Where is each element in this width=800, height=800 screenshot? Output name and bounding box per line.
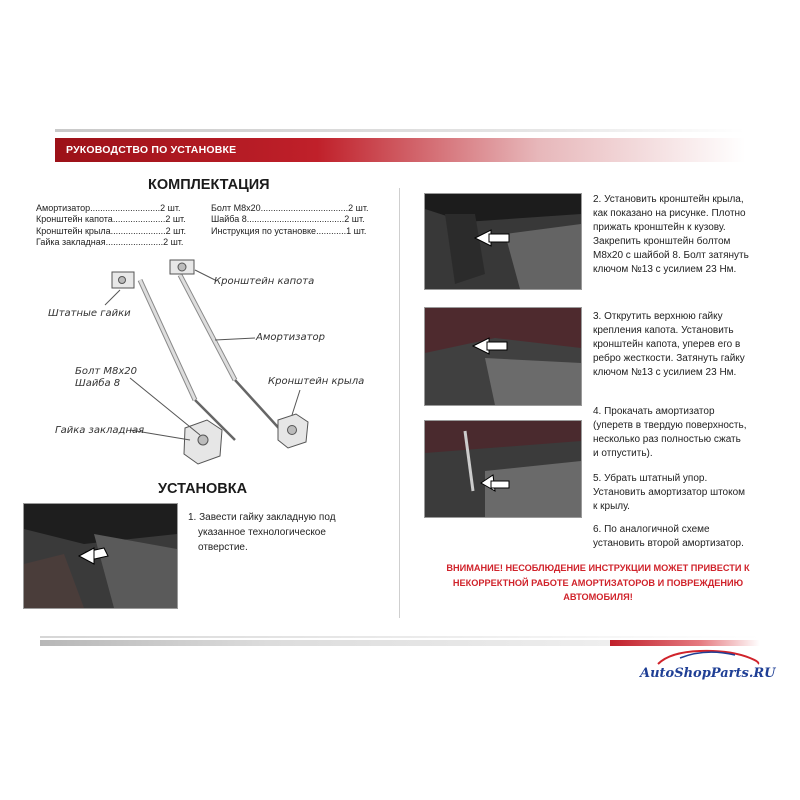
install-title: УСТАНОВКА [158,481,248,497]
step3-text [593,310,745,380]
header-top-line [55,129,745,132]
step-line: к крылу. [593,501,630,512]
warning-line: АВТОМОБИЛЯ! [563,592,633,602]
label-bolt: Болт М8х20 [75,366,138,377]
label-washer: Шайба 8 [75,378,121,389]
photo-step1 [23,503,178,609]
step-line: М8х20 с шайбой 8. Болт затянуть [593,250,749,261]
step-line: и отпустить). [593,448,653,459]
label-shock: Амортизатор [256,332,325,343]
step-line: (уперетв в твердую поверхность, [593,420,747,431]
step-line: отверстие. [198,542,248,553]
step-line: несколько раз полностью сжать [593,434,741,445]
step4-text [593,405,747,461]
kit-item: Амортизатор............................2 шт. [36,203,181,213]
watermark-car-icon [650,646,770,668]
watermark: AutoShopParts.RU [640,666,776,681]
footer-line [40,636,762,638]
step-line: 1. Завести гайку закладную под [188,512,336,523]
step2-text [593,193,749,277]
step-line: 5. Убрать штатный упор. [593,473,708,484]
step-line: Закрепить кронштейн болтом [593,236,731,247]
kit-item: Кронштейн крыла......................2 шт. [36,225,186,236]
step-line: как показано на рисунке. Плотно [593,208,746,219]
step1-text [188,510,336,555]
kit-item: Болт М8х20...................................2 шт. [211,203,369,213]
column-divider [399,188,400,618]
kit-list-left [36,203,186,248]
step-line: установить второй амортизатор. [593,538,744,549]
parts-diagram [30,250,380,480]
step-line: 4. Прокачать амортизатор [593,406,715,417]
step5-text [593,472,745,514]
label-nut: Гайка закладная [55,425,145,436]
kit-item: Гайка закладная.......................2 шт. [36,236,184,247]
kit-item: Инструкция по установке............1 шт. [211,225,367,236]
photo-step4 [424,420,582,518]
step-line: крепления капота. Установить [593,325,734,336]
kit-list-right [211,203,368,237]
step-line: прижать кронштейн к кузову. [593,222,726,233]
step6-text [593,523,744,551]
kit-item: Кронштейн капота.....................2 шт. [36,214,186,225]
label-std-nuts: Штатные гайки [48,308,131,319]
step-line: ключом №13 с усилием 23 Нм. [593,264,737,275]
label-wing-bracket: Кронштейн крыла [268,376,365,387]
label-hood-bracket: Кронштейн капота [214,276,315,287]
page-title: РУКОВОДСТВО ПО УСТАНОВКЕ [66,144,237,156]
step-line: ребро жесткости. Затянуть гайку [593,353,745,364]
kit-item: Шайба 8.......................................2 шт. [211,214,365,225]
step-line: кронштейн капота, уперев его в [593,339,741,350]
photo-step2 [424,193,582,290]
step-line: Установить амортизатор штоком [593,487,746,498]
warning-text [418,561,778,605]
warning-line: ВНИМАНИЕ! НЕСОБЛЮДЕНИЕ ИНСТРУКЦИИ МОЖЕТ ПРИВЕСТИ К [446,563,750,573]
step-line: ключом №13 с усилием 23 Нм. [593,367,737,378]
footer-band [40,640,610,646]
step-line: 2. Установить кронштейн крыла, [593,194,744,205]
step-line: 6. По аналогичной схеме [593,524,710,535]
photo-step3 [424,307,582,406]
kit-title: КОМПЛЕКТАЦИЯ [148,177,270,193]
step-line: 3. Открутить верхнюю гайку [593,311,723,322]
warning-line: НЕКОРРЕКТНОЙ РАБОТЕ АМОРТИЗАТОРОВ И ПОВРЕЖДЕНИЮ [452,577,744,588]
step-line: указанное технологическое [198,527,326,538]
